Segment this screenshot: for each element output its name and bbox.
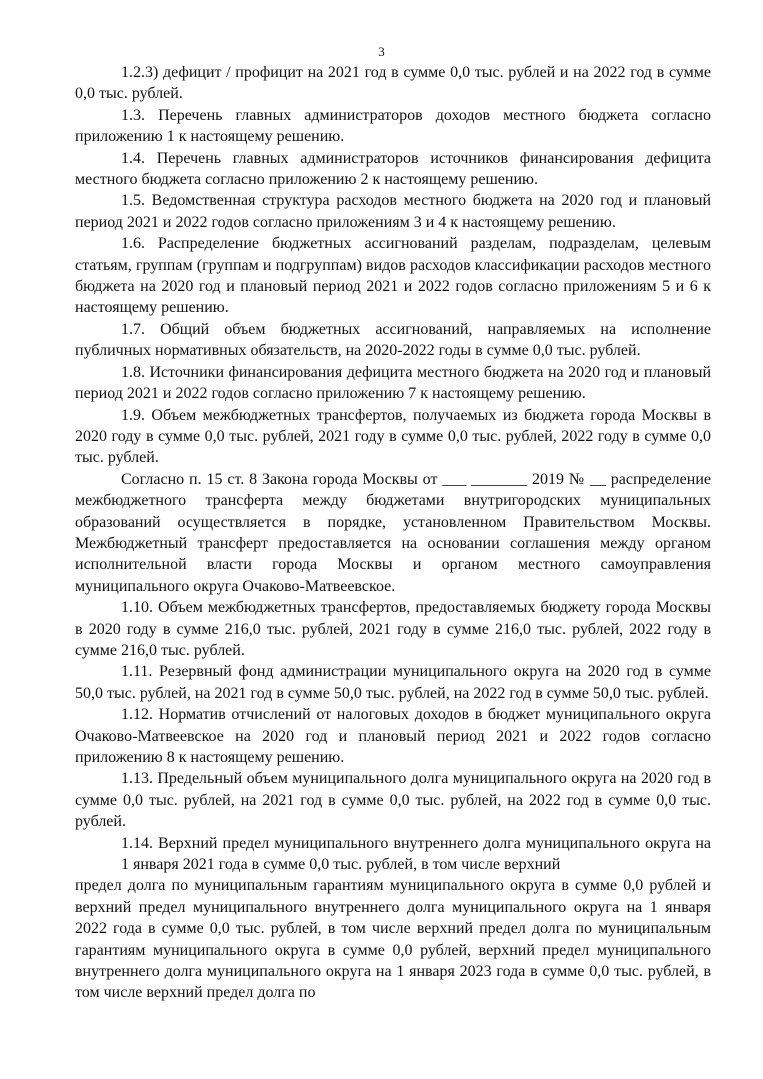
- paragraph-1-13: 1.13. Предельный объем муниципального долга муниципального округа на 2020 год в сумме 0,0 тыс. рублей, на 2021 год в сумме 0,0 тыс. рублей, на 2022 год в сумме 0,0 тыс. рублей.: [75, 770, 711, 831]
- paragraph-1-11: 1.11. Резервный фонд администрации муниципального округа на 2020 год в сумме 50,0 тыс. рублей, на 2021 год в сумме 50,0 тыс. рублей, на 2022 год в сумме 50,0 тыс. рублей.: [75, 663, 711, 702]
- paragraph-1-7: 1.7. Общий объем бюджетных ассигнований, направляемых на исполнение публичных нормативных обязательств, на 2020-2022 годы в сумме 0,0 тыс. рублей.: [75, 320, 711, 360]
- paragraph-1-3: 1.3. Перечень главных администраторов доходов местного бюджета согласно приложению 1 к настоящему решению.: [75, 106, 711, 146]
- page-number: 3: [378, 44, 385, 59]
- paragraph-1-6: 1.6. Распределение бюджетных ассигнований разделам, подразделам, целевым статьям, группам (группам и подгруппам) видов расходов классификации расходов местного бюджета на 2020 год и плановый период 2021 и 2022 годов согласно приложениям 5 и 6 к настоящему решению.: [75, 235, 711, 317]
- paragraph-1-8: 1.8. Источники финансирования дефицита местного бюджета на 2020 год и плановый период 2021 и 2022 годов согласно приложению 7 к настоящему решению.: [75, 363, 711, 403]
- paragraph-1-2-3: 1.2.3) дефицит / профицит на 2021 год в сумме 0,0 тыс. рублей и на 2022 год в сумме 0,0 тыс. рублей.: [75, 64, 711, 103]
- paragraph-1-5: 1.5. Ведомственная структура расходов местного бюджета на 2020 год и плановый период 2021 и 2022 годов согласно приложениям 3 и 4 к настоящему решению.: [75, 192, 711, 231]
- paragraph-1-14: [75, 833, 711, 1004]
- paragraph-1-4: 1.4. Перечень главных администраторов источников финансирования дефицита местного бюджета согласно приложению 2 к настоящему решению.: [75, 149, 711, 189]
- paragraph-1-9: 1.9. Объем межбюджетных трансфертов, получаемых из бюджета города Москвы в 2020 году в сумме 0,0 тыс. рублей, 2021 году в сумме 0,0 тыс. рублей, 2022 году в сумме 0,0 тыс. рублей.: [75, 406, 711, 467]
- document-body: [75, 62, 711, 1004]
- paragraph-transfer-note: Согласно п. 15 ст. 8 Закона города Москвы от ___ _______ 2019 № __ распределение межбюджетного трансферта между бюджетами внутригородских муниципальных образований осуществляется в порядке, установленном Правительством Москвы. Межбюджетный трансферт предоставляется на основании соглашения между органом исполнительной власти города Москвы и органом местного самоуправления муниципального округа Очаково-Матвеевское.: [75, 470, 711, 595]
- paragraph-1-10: 1.10. Объем межбюджетных трансфертов, предоставляемых бюджету города Москвы в 2020 году в сумме 216,0 тыс. рублей, 2021 году в сумме 216,0 тыс. рублей, 2022 году в сумме 216,0 тыс. рублей.: [75, 599, 711, 659]
- paragraph-1-14-continuation: предел долга по муниципальным гарантиям муниципального округа в сумме 0,0 рублей и верхний предел муниципального внутреннего долга муниципального округа на 1 января 2022 года в сумме 0,0 тыс. рублей, в том числе верхний предел долга по муниципальным гарантиям муниципального округа в сумме 0,0 рублей, верхний предел муниципального внутреннего долга муниципального округа на 1 января 2023 года в сумме 0,0 тыс. рублей, в том числе верхний предел долга по: [75, 877, 711, 1002]
- paragraph-1-12: 1.12. Норматив отчислений от налоговых доходов в бюджет муниципального округа Очаково-Матвеевское на 2020 год и плановый период 2021 и 2022 годов согласно приложению 8 к настоящему решению.: [75, 706, 711, 766]
- paragraph-1-14-first-lines: 1.14. Верхний предел муниципального внутреннего долга муниципального округа на 1 января 2021 года в сумме 0,0 тыс. рублей, в том числе верхний: [121, 834, 711, 874]
